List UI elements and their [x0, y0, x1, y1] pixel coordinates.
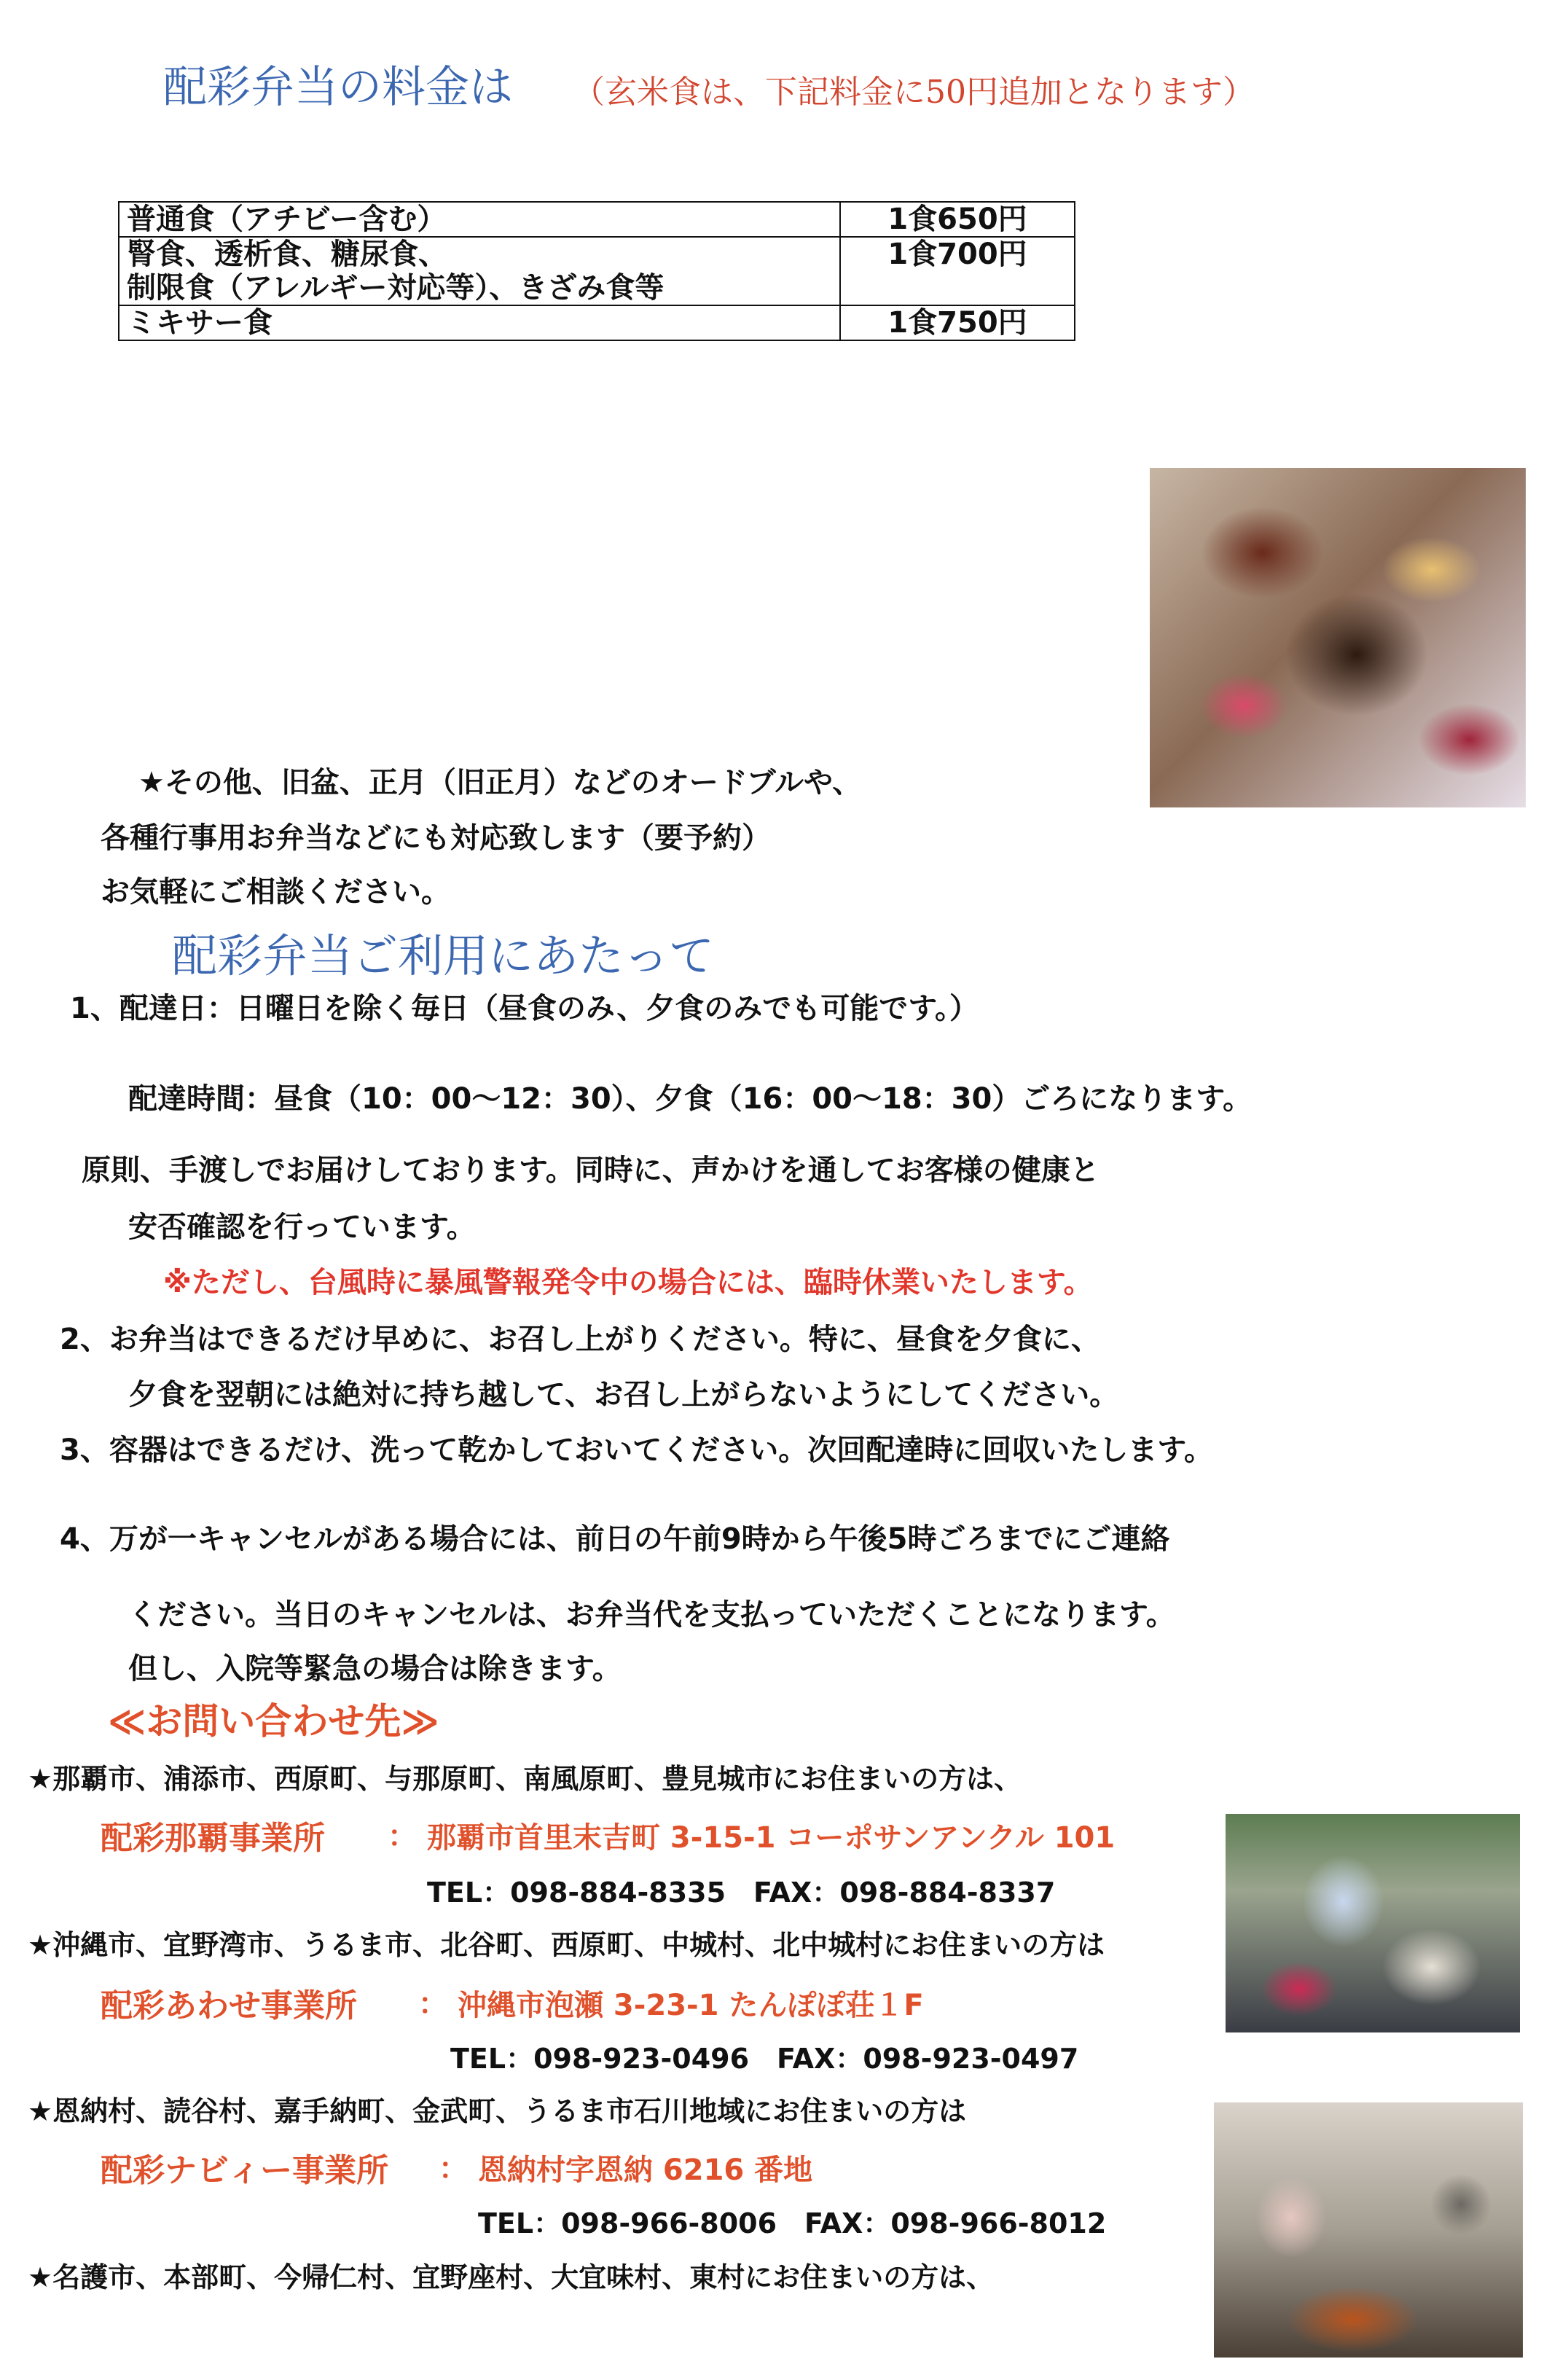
office-address: 沖縄市泡瀬 3-23-1 たんぽぽ荘１F	[458, 1989, 924, 2022]
office-address: 那覇市首里末吉町 3-15-1 コーポサンアンクル 101	[427, 1821, 1116, 1855]
usage-item-1: 1、配達日：日曜日を除く毎日（昼食のみ、夕食のみでも可能です。）	[70, 992, 979, 1025]
price-row-amount: 1食700円	[840, 237, 1075, 305]
office-name: 配彩あわせ事業所	[101, 1987, 357, 2024]
usage-title: 配彩弁当ご利用にあたって	[172, 929, 715, 982]
usage-item-4c: 但し、入院等緊急の場合は除きます。	[128, 1652, 622, 1686]
price-row	[119, 305, 1075, 340]
office-separator: ：	[439, 2152, 468, 2186]
catering-note-line2: 各種行事用お弁当などにも対応致します（要予約）	[101, 821, 771, 855]
usage-item-3: 3、容器はできるだけ、洗って乾かしておいてください。次回配達時に回収いたします。	[60, 1433, 1214, 1467]
office-phones: TEL：098-923-0496 FAX：098-923-0497	[450, 2043, 1079, 2075]
office-separator: ：	[418, 1987, 447, 2021]
last-area: ★名護市、本部町、今帰仁村、宜野座村、大宜味村、東村にお住まいの方は、	[28, 2261, 995, 2293]
price-row-label: 腎食、透析食、糖尿食、 制限食（アレルギー対応等）、きざみ食等	[119, 237, 840, 305]
usage-item-2a: 2、お弁当はできるだけ早めに、お召し上がりください。特に、昼食を夕食に、	[60, 1323, 1100, 1356]
price-row-amount: 1食650円	[840, 202, 1075, 237]
usage-handover-b: 安否確認を行っています。	[128, 1210, 476, 1244]
office-separator: ：	[388, 1820, 417, 1853]
usage-item-4b: ください。当日のキャンセルは、お弁当代を支払っていただくことになります。	[128, 1598, 1175, 1632]
office-name: 配彩ナビィー事業所	[101, 2152, 389, 2189]
price-row	[119, 202, 1075, 237]
usage-delivery-time: 配達時間：昼食（10：00〜12：30）、夕食（16：00〜18：30）ごろになります。	[128, 1082, 1253, 1116]
price-table	[118, 201, 1075, 341]
catering-note-line3: お気軽にご相談ください。	[101, 875, 450, 909]
price-row-amount: 1食750円	[840, 305, 1075, 340]
office-area: ★沖縄市、宜野湾市、うるま市、北谷町、西原町、中城村、北中城村にお住まいの方は	[28, 1929, 1105, 1961]
usage-handover-a: 原則、手渡しでお届けしております。同時に、声かけを通してお客様の健康と	[82, 1154, 1099, 1187]
delivery-van-photo	[1226, 1814, 1520, 2032]
usage-item-4a: 4、万が一キャンセルがある場合には、前日の午前9時から午後5時ごろまでにご連絡	[60, 1522, 1170, 1556]
kitchen-photo	[1214, 2102, 1523, 2358]
usage-typhoon-warning: ※ただし、台風時に暴風警報発令中の場合には、臨時休業いたします。	[163, 1266, 1093, 1299]
office-phones: TEL：098-884-8335 FAX：098-884-8337	[427, 1877, 1056, 1909]
office-area: ★那覇市、浦添市、西原町、与那原町、南風原町、豊見城市にお住まいの方は、	[28, 1763, 1022, 1795]
office-address: 恩納村字恩納 6216 番地	[478, 2153, 813, 2187]
price-row-label: 普通食（アチビー含む）	[119, 202, 840, 237]
contact-title: ≪お問い合わせ先≫	[108, 1700, 439, 1742]
usage-item-2b: 夕食を翌朝には絶対に持ち越して、お召し上がらないようにしてください。	[128, 1378, 1119, 1412]
price-row-label: ミキサー食	[119, 305, 840, 340]
office-phones: TEL：098-966-8006 FAX：098-966-8012	[478, 2207, 1107, 2239]
bento-photo	[1150, 468, 1526, 807]
price-row	[119, 237, 1075, 305]
price-title: 配彩弁当の料金は	[163, 62, 513, 113]
price-note: （玄米食は、下記料金に50円追加となります）	[573, 74, 1255, 111]
office-area: ★恩納村、読谷村、嘉手納町、金武町、うるま市石川地域にお住まいの方は	[28, 2095, 967, 2127]
office-name: 配彩那覇事業所	[101, 1820, 325, 1857]
catering-note-line1: ★その他、旧盆、正月（旧正月）などのオードブルや、	[138, 766, 862, 799]
